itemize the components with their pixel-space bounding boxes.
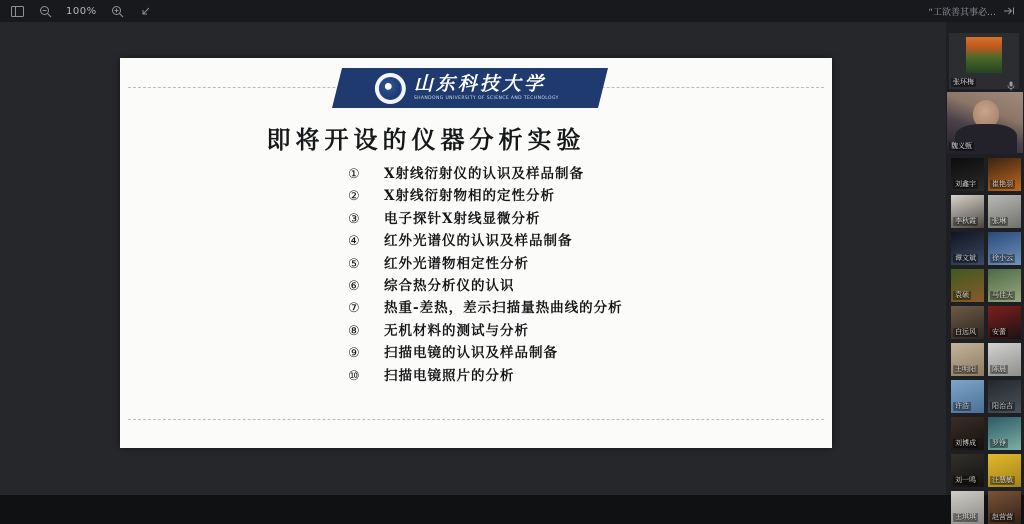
collapse-sidebar-icon[interactable]	[1002, 4, 1016, 18]
list-item-text: 扫描电镜的认识及样品制备	[384, 345, 558, 362]
list-item-text: 综合热分析仪的认识	[384, 277, 515, 294]
list-item	[348, 162, 792, 184]
university-logo-icon	[375, 73, 406, 104]
participant-tile[interactable]	[949, 33, 1019, 89]
top-toolbar	[0, 0, 1024, 22]
participant-tile[interactable]	[988, 417, 1021, 450]
list-item	[348, 319, 792, 341]
slide-bottom-dashed-divider	[128, 419, 824, 420]
microphone-icon	[1007, 76, 1015, 86]
university-name-en: SHANDONG UNIVERSITY OF SCIENCE AND TECHNOLOGY	[414, 95, 559, 101]
participant-name: 赵营营	[992, 513, 1013, 521]
zoom-in-icon[interactable]	[111, 4, 125, 18]
participant-tile[interactable]	[988, 195, 1021, 228]
participant-tile[interactable]	[951, 380, 984, 413]
avatar	[966, 37, 1002, 73]
participant-tile[interactable]	[988, 232, 1021, 265]
participant-name: 白远风	[955, 328, 976, 336]
panel-toggle-icon[interactable]	[10, 4, 24, 18]
participant-name: 刘鑫宇	[955, 180, 976, 188]
participants-sidebar	[946, 22, 1024, 521]
list-item-number: ⑧	[348, 323, 360, 339]
participant-tile[interactable]	[951, 232, 984, 265]
participant-tile[interactable]	[951, 269, 984, 302]
participant-tile[interactable]	[988, 343, 1021, 376]
list-item-text: 热重-差热，差示扫描量热曲线的分析	[384, 300, 623, 317]
participant-tile[interactable]	[951, 454, 984, 487]
list-item-number: ⑥	[348, 278, 360, 294]
list-item-number: ①	[348, 167, 360, 182]
list-item-number: ③	[348, 211, 360, 227]
list-item-number: ⑤	[348, 256, 360, 272]
participant-name: 安蕾	[992, 328, 1006, 336]
participant-tile[interactable]	[951, 491, 984, 524]
zoom-level-label[interactable]: 100%	[66, 5, 97, 17]
list-item-text: X射线衍射仪的认识及样品制备	[384, 166, 584, 182]
participant-tile[interactable]	[988, 491, 1021, 524]
participant-name: 王琪琪	[955, 513, 976, 521]
participant-tile[interactable]	[988, 269, 1021, 302]
zoom-out-icon[interactable]	[38, 4, 52, 18]
toolbar-left-group	[0, 4, 153, 18]
participant-tile[interactable]	[951, 306, 984, 339]
participant-name: 徐小云	[992, 254, 1013, 262]
participant-name: 袁硕	[955, 291, 969, 299]
participant-name: 阳治吉	[992, 402, 1013, 410]
list-item-text: 扫描电镜照片的分析	[384, 367, 515, 384]
toolbar-right-group	[928, 4, 1024, 18]
list-item	[348, 274, 792, 296]
participant-name: 王明阳	[955, 365, 976, 373]
participant-tile[interactable]	[988, 306, 1021, 339]
fit-to-window-icon[interactable]	[139, 4, 153, 18]
list-item	[348, 296, 792, 318]
list-item-text: 红外光谱物相定性分析	[384, 255, 529, 272]
list-item-text: X射线衍射物相的定性分析	[384, 188, 555, 205]
participant-name: 马佳天	[992, 291, 1013, 299]
list-item	[348, 229, 792, 251]
participant-name: 许浩	[955, 402, 969, 410]
list-item	[348, 184, 792, 206]
participant-video-featured[interactable]	[947, 92, 1023, 153]
participant-tile[interactable]	[951, 343, 984, 376]
list-item	[348, 341, 792, 363]
participant-tile[interactable]	[951, 417, 984, 450]
participant-tile[interactable]	[988, 380, 1021, 413]
list-item-number: ④	[348, 234, 360, 250]
list-item-text: 无机材料的测试与分析	[384, 322, 529, 339]
slide-title: 即将开设的仪器分析实验	[266, 125, 586, 154]
list-item-number: ②	[348, 189, 360, 205]
participant-tile[interactable]	[951, 158, 984, 191]
participant-name: 刘一鸣	[955, 476, 976, 484]
list-item	[348, 364, 792, 386]
participant-name: 张琳	[992, 217, 1006, 225]
participant-name: 谭文斌	[955, 254, 976, 262]
participant-name: 李秋霞	[955, 217, 976, 225]
participant-tile[interactable]	[988, 158, 1021, 191]
participant-name: 陈晨	[992, 365, 1006, 373]
participant-name: 罗铮	[992, 439, 1006, 447]
list-item	[348, 252, 792, 274]
participant-name: 汪慧敏	[992, 476, 1013, 484]
experiment-list	[348, 162, 792, 386]
participant-name: 崔艳羽	[992, 180, 1013, 188]
list-item	[348, 207, 792, 229]
participant-tile[interactable]	[951, 195, 984, 228]
list-item-text: 红外光谱仪的认识及样品制备	[384, 233, 573, 250]
list-item-number: ⑩	[348, 368, 360, 384]
shared-slide	[120, 58, 832, 448]
participant-tile[interactable]	[988, 454, 1021, 487]
list-item-text: 电子探针X射线显微分析	[384, 210, 541, 227]
university-banner	[332, 68, 608, 108]
participant-name: 张环梅	[953, 78, 974, 86]
list-item-number: ⑨	[348, 346, 360, 362]
shared-doc-title: “工欲善其事必…	[928, 7, 996, 18]
list-item-number: ⑦	[348, 301, 360, 317]
participant-name: 刘博成	[955, 439, 976, 447]
university-name-cn: 山东科技大学	[414, 72, 547, 95]
participant-name: 魏义甄	[951, 142, 972, 150]
